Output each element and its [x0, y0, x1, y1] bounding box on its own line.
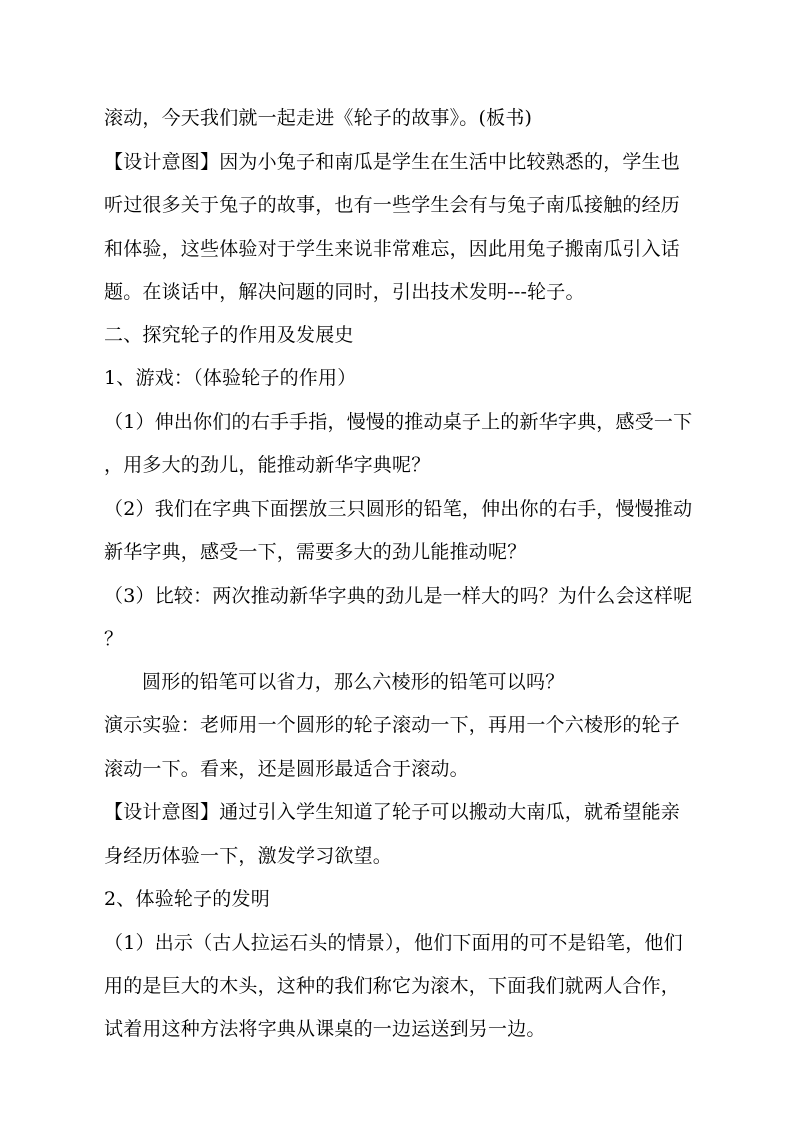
paragraph-line: （2）我们在字典下面摆放三只圆形的铅笔，伸出你的右手，慢慢推动 [104, 498, 693, 520]
subsection-heading: 1、游戏：（体验轮子的作用） [104, 367, 357, 389]
paragraph-line: 题。在谈话中，解决问题的同时，引出技术发明---轮子。 [104, 281, 585, 303]
paragraph-line: 试着用这种方法将字典从课桌的一边运送到另一边。 [104, 1018, 546, 1040]
paragraph-line: 演示实验：老师用一个圆形的轮子滚动一下，再用一个六棱形的轮子 [104, 714, 681, 736]
paragraph-line: （1）出示（古人拉运石头的情景），他们下面用的可不是铅笔，他们 [104, 932, 683, 954]
paragraph-line: （3）比较：两次推动新华字典的劲儿是一样大的吗？为什么会这样呢 [104, 585, 693, 607]
paragraph-line: 新华字典，感受一下，需要多大的劲儿能推动呢？ [104, 541, 527, 563]
paragraph-line: 和体验，这些体验对于学生来说非常难忘，因此用兔子搬南瓜引入话 [104, 238, 681, 260]
paragraph-line: 用的是巨大的木头，这种的我们称它为滚木，下面我们就两人合作， [104, 975, 681, 997]
paragraph-line: 听过很多关于兔子的故事，也有一些学生会有与兔子南瓜接触的经历 [104, 194, 681, 216]
paragraph-line: ，用多大的劲儿，能推动新华字典呢？ [104, 454, 431, 476]
paragraph-line: ？ [104, 628, 124, 650]
section-heading: 二、探究轮子的作用及发展史 [104, 324, 354, 346]
paragraph-line: 身经历体验一下，激发学习欲望。 [104, 845, 393, 867]
paragraph-line: 滚动，今天我们就一起走进《轮子的故事》。(板书) [104, 107, 533, 129]
paragraph-line: 滚动一下。看来，还是圆形最适合于滚动。 [104, 758, 469, 780]
subsection-heading: 2、体验轮子的发明 [104, 888, 270, 910]
paragraph-line: 【设计意图】因为小兔子和南瓜是学生在生活中比较熟悉的，学生也 [104, 151, 681, 173]
paragraph-line: 圆形的铅笔可以省力，那么六棱形的铅笔可以吗？ [142, 671, 565, 693]
paragraph-line: 【设计意图】通过引入学生知道了轮子可以搬动大南瓜，就希望能亲 [104, 801, 681, 823]
paragraph-line: （1）伸出你们的右手手指，慢慢的推动桌子上的新华字典，感受一下 [104, 411, 693, 433]
